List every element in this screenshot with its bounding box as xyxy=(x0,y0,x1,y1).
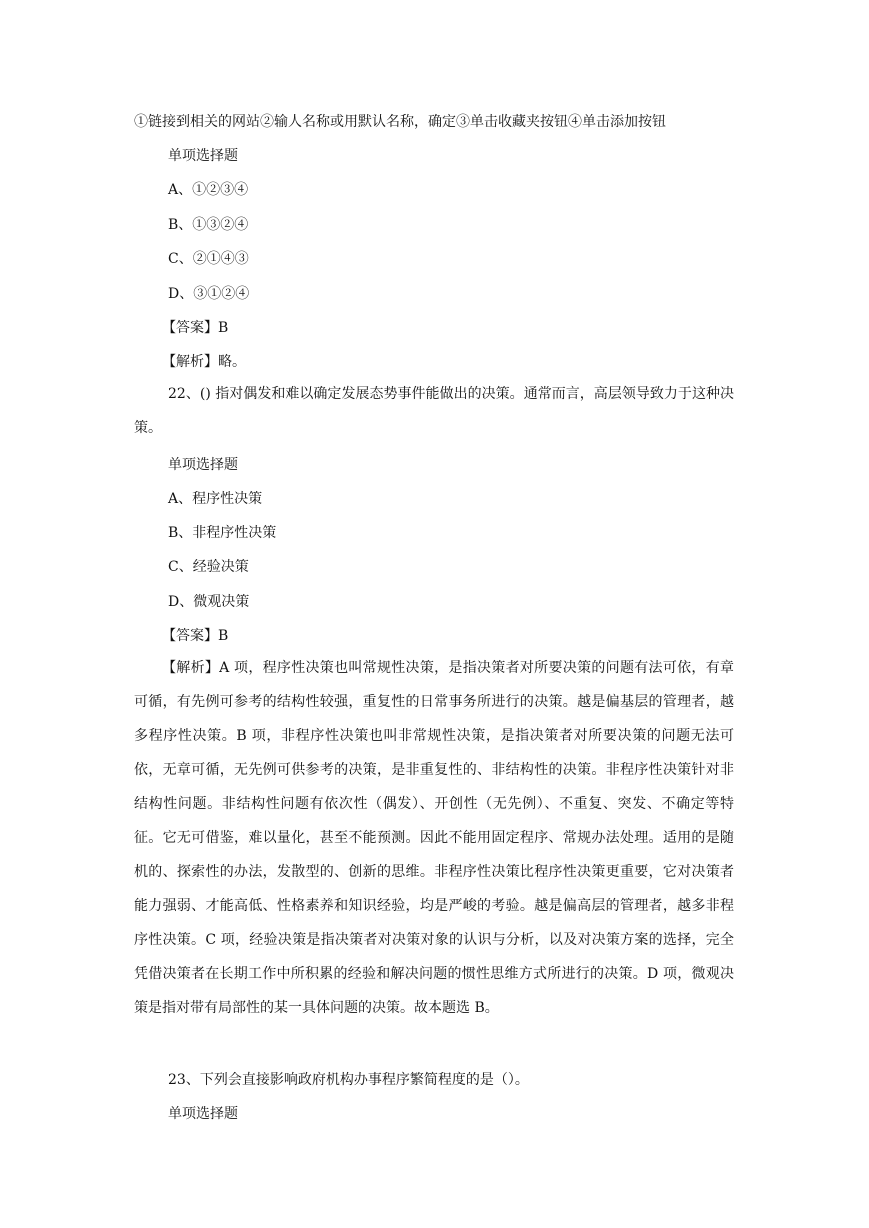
q23-stem: 23、下列会直接影响政府机构办事程序繁简程度的是（）。 xyxy=(168,1072,529,1088)
q22-option-a: A、程序性决策 xyxy=(168,491,263,507)
q22-answer: 【答案】B xyxy=(162,628,229,644)
q22-option-b: B、非程序性决策 xyxy=(168,525,277,541)
q21-option-b: B、①③②④ xyxy=(168,217,249,233)
q21-option-a: A、①②③④ xyxy=(168,182,249,198)
q21-stem-tail: ①链接到相关的网站②输人名称或用默认名称，确定③单击收藏夹按钮④单击添加按钮 xyxy=(134,114,666,130)
q23-type-label: 单项选择题 xyxy=(168,1106,238,1122)
q22-analysis: 【解析】A 项，程序性决策也叫常规性决策，是指决策者对所要决策的问题有法可依，有章可循，有先例可参考的结构性较强，重复性的日常事务所进行的决策。越是偏基层的管理者，越多程序性决策。B 项，非程序性决策也叫非常规性决策，是指决策者对所要决策的问题无法可依，无章可循，无先例可供参考的决策，是非重复性的、非结构性的决策。非程序性决策针对非结构性问题。非结构性问题有依次性（偶发）、开创性（无先例）、不重复、突发、不确定等特征。它无可借鉴，难以量化，甚至不能预测。因此不能用固定程序、常规办法处理。适用的是随机的、探索性的办法，发散型的、创新的思维。非程序性决策比程序性决策更重要，它对决策者能力强弱、才能高低、性格素养和知识经验，均是严峻的考验。越是偏高层的管理者，越多非程序性决策。C 项，经验决策是指决策者对决策对象的认识与分析，以及对决策方案的选择，完全凭借决策者在长期工作中所积累的经验和解决问题的惯性思维方式所进行的决策。D 项，微观决策是指对带有局部性的某一具体问题的决策。故本题选 B。 xyxy=(134,660,734,1016)
q22-stem: 22、() 指对偶发和难以确定发展态势事件能做出的决策。通常而言，高层领导致力于这种决策。 xyxy=(134,386,734,436)
q21-option-d: D、③①②④ xyxy=(168,286,250,302)
q21-answer: 【答案】B xyxy=(162,320,229,336)
q21-option-c: C、②①④③ xyxy=(168,251,249,267)
q21-analysis: 【解析】略。 xyxy=(162,354,246,370)
q22-option-d: D、微观决策 xyxy=(168,594,250,610)
q21-type-label: 单项选择题 xyxy=(168,148,238,164)
q22-option-c: C、经验决策 xyxy=(168,559,249,575)
q22-type-label: 单项选择题 xyxy=(168,457,238,473)
